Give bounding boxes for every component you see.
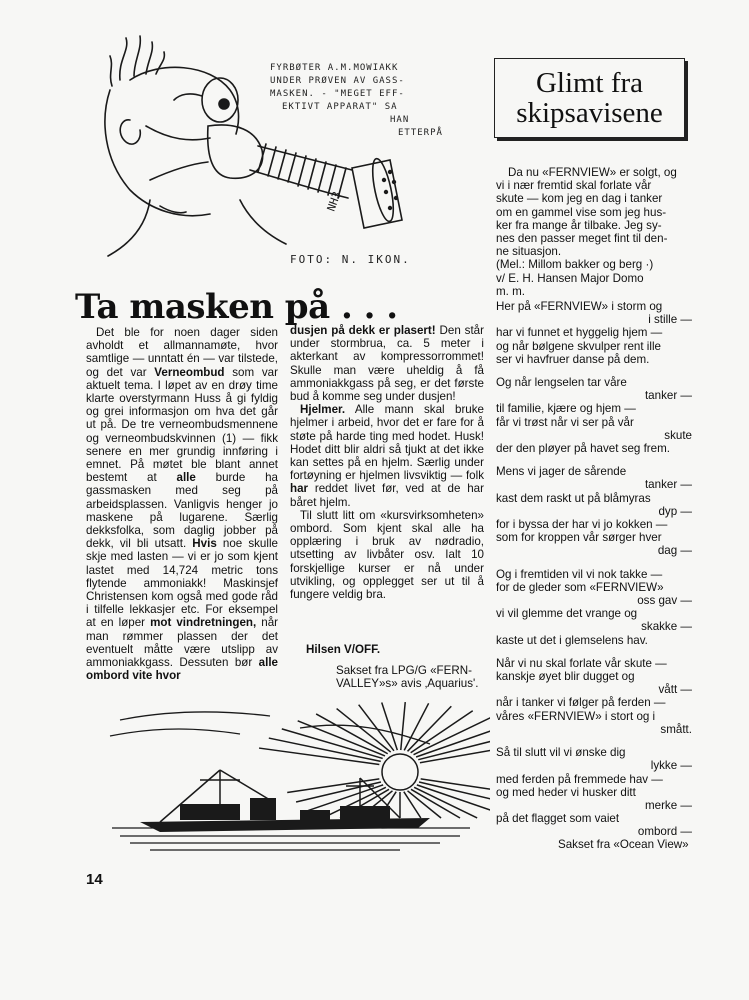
poem-line: på det flagget som vaiet (496, 812, 620, 826)
stanza-gap (496, 736, 692, 746)
paragraph (290, 509, 484, 601)
article-heading: Ta masken på . . . (75, 287, 398, 327)
sun-ray (359, 705, 394, 751)
poem-line: Mens vi jager de sårende (496, 465, 627, 479)
source-line: Sakset fra LPG/G «FERN- (336, 664, 472, 677)
caption-line: FYRBØTER A.M.MOWIAKK (270, 63, 399, 73)
poem-line: dag — (657, 544, 692, 558)
intro-line: vi i nær fremtid skal forlate vår (496, 179, 652, 193)
poem-line: har vi funnet et hyggelig hjem — (496, 326, 663, 340)
article-column-2 (290, 324, 484, 601)
poem-line: kast dem raskt ut på blåmyras (496, 491, 651, 505)
caption-line: ETTERPÅ (398, 128, 443, 138)
intro-line: (Mel.: Millom bakker og berg ·) (496, 258, 654, 272)
page-number: 14 (86, 871, 103, 888)
bold-run: alle (176, 471, 196, 485)
poem-line: der den pløyer på havet seg frem. (496, 442, 670, 456)
poem-line: vi vil glemme det vrange og (496, 607, 638, 621)
poem-line: ser vi havfruer danse på dem. (496, 352, 650, 366)
article-column-1 (86, 326, 278, 682)
sidebar-source: Sakset fra «Ocean View» (558, 838, 689, 851)
bold-run: dusjen på dekk er plasert! (290, 324, 436, 337)
stanza-gap (496, 455, 692, 465)
canister-label: NH3 (324, 189, 344, 214)
poem-line: for i byssa der har vi jo kokken — (496, 518, 668, 532)
poem-line: for de gleder som «FERNVIEW» (496, 580, 664, 594)
source-line: VALLEY»s» avis ‚Aquarius'. (336, 677, 479, 691)
poem-line: når i tanker vi følger på ferden — (496, 696, 666, 710)
poem-line: oss gav — (637, 594, 692, 608)
text-run: Alle mann skal bruke hjelmer i arbeid, hvor det er fare for å støte på harde ting med hodet. Husk! Hodet ditt blir aldri så tjukt at det ikke kan settes på en hjelm. Særlig under fortøyning er hjelmen livsviktig — folk (290, 403, 484, 483)
article-source (336, 664, 486, 690)
intro-line: v/ E. H. Hansen Major Domo (496, 271, 644, 285)
poem-line: ombord — (637, 825, 692, 839)
photo-credit: FOTO: N. IKON. (290, 253, 411, 266)
intro-line: nes den passer meget fint til den- (496, 232, 668, 246)
text-run: Den står under stormbrua, ca. 5 meter i akterkant av kompressorrommet! Skulle man være uheldig å få ammoniakkgass på seg, er det første bud å komme seg under dusjen! (290, 324, 484, 404)
poem-line: kanskje øyet blir dugget og (496, 670, 635, 684)
intro-line: skute — kom jeg en dag i tanker (496, 192, 663, 206)
text-run: som var aktuelt tema. I løpet av en drøy time klarte overstyrmann Huss å gi fyldig og grei informasjon om hva det går ut på. De tre verneombudsmennene og verneombudskvinnen (1) — fikk senere en mer grundig innføring i emnet. På møtet ble blant annet bestemt at (86, 365, 278, 485)
poem-line: til familie, kjære og hjem — (496, 402, 636, 416)
sidebar-poem (496, 300, 692, 839)
intro-line: Da nu «FERNVIEW» er solgt, og (508, 166, 677, 179)
bold-run: Verneombud (154, 365, 225, 379)
sun (382, 754, 418, 790)
sidebar-intro (496, 166, 686, 298)
poem-line: tanker — (644, 389, 692, 403)
poem-line: Og i fremtiden vil vi nok takke — (496, 567, 663, 581)
poem-line: skute (664, 428, 692, 442)
sun-ray (259, 748, 379, 764)
poem-line: dyp — (658, 504, 692, 518)
stanza-gap (496, 366, 692, 376)
intro-line: ne situasjon. (496, 245, 562, 259)
text-run: burde ha gassmasken med seg på arbeidsplassen. Vanligvis henger jo maskene på lugarene. Særlig dekksfolka, som daglig jobber på dekk, vil bli utsatt. (86, 471, 278, 551)
poem-line: som for kroppen vår sørger hver (496, 531, 662, 545)
poem-line: våres «FERNVIEW» i stort og i (496, 709, 656, 723)
poem-line: og når bølgene skvulper rent ille (496, 339, 661, 353)
bold-run: Hvis (192, 537, 217, 551)
sidebar-title-line: Glimt fra (535, 67, 644, 99)
bold-run: har (290, 482, 309, 496)
poem-line: kaste ut det i glemselens hav. (496, 633, 648, 647)
intro-line: ker fra mange år tilbake. Jeg sy- (496, 218, 662, 232)
poem-line: Så til slutt vil vi ønske dig (496, 746, 626, 760)
sun-ray (419, 782, 490, 802)
sun-ray (401, 702, 405, 750)
sidebar-title-box (494, 58, 685, 138)
sidebar-title-line: skipsavisene (516, 97, 663, 129)
intro-line: m. m. (496, 284, 525, 298)
paragraph (290, 324, 484, 403)
poem-line: smått. (660, 722, 692, 736)
sun-ray (408, 706, 452, 751)
caption-line: MASKEN. - "MEGET EFF- (270, 89, 405, 99)
caption-line: EKTIVT APPARAT" SA (282, 102, 398, 112)
article-signoff: Hilsen V/OFF. (306, 643, 381, 656)
cartoon-caption (270, 62, 480, 140)
ship-sunrise-illustration (100, 700, 490, 860)
poem-line: Her på «FERNVIEW» i storm og (496, 300, 663, 313)
text-run: reddet livet før, ved at de har båret hjelm. (290, 482, 484, 509)
stanza-gap (496, 558, 692, 568)
poem-line: lykke — (650, 759, 692, 773)
paragraph (86, 326, 278, 682)
paragraph (290, 403, 484, 509)
sun-ray (418, 733, 490, 760)
poem-line: tanker — (644, 478, 692, 492)
bold-run: Hjelmer. (300, 403, 346, 417)
poem-line: Og når lengselen tar våre (496, 376, 627, 390)
poem-line: skakke — (641, 620, 692, 634)
poem-line: Når vi nu skal forlate vår skute — (496, 656, 667, 670)
poem-line: merke — (644, 798, 692, 812)
caption-line: HAN (390, 115, 410, 125)
bold-run: mot vindretningen, (150, 616, 257, 630)
poem-line: får vi trøst når vi ser på vår (496, 415, 634, 429)
sun-ray (382, 703, 398, 751)
poem-line: med ferden på fremmede hav — (496, 772, 663, 786)
caption-line: UNDER PRØVEN AV GASS- (270, 76, 405, 86)
bold-run: alle ombord vite hvor (86, 656, 278, 683)
intro-line: om en gammel vise som jeg hus- (496, 205, 667, 219)
poem-line: vått — (658, 683, 692, 697)
stanza-gap (496, 647, 692, 657)
text-run: noe skulle skje med lasten — vi er jo som kjent lastet med 14,724 metric tons flytende ammoniakk! Maskinsjef Christensen kom også med gode råd i tilfelle lekkasjer etc. For eksempel at en løper (86, 537, 278, 630)
poem-line: i stille — (648, 313, 692, 327)
text-run: Til slutt litt om «kursvirksomheten» ombord. Som kjent skal alle ha opplæring i bruk av nødradio, utsetting av livbåter osv. Ialt 10 forskjellige kurser er nå under utvikling, og opplegget ser ut til å fungere veldig bra. (290, 508, 484, 602)
poem-line: og med heder vi husker ditt (496, 785, 636, 799)
text-run: Det ble for noen dager siden avholdt et allmannamøte, hvor samtlige — unntatt én — var tilstede, og det var (86, 326, 278, 379)
text-run: når man rømmer plassen der det eventuelt måtte være utslipp av ammoniakkgass. Dessuten bør (86, 616, 278, 670)
